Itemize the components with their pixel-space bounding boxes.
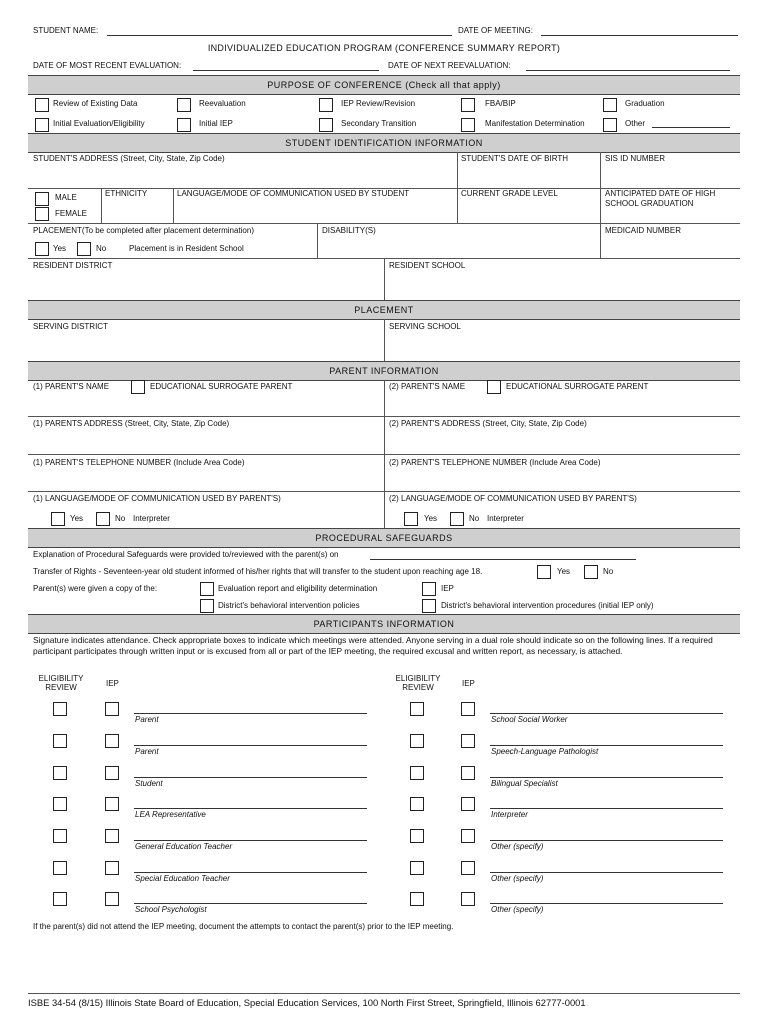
checkbox-eligibility[interactable] <box>410 797 424 811</box>
sis-label: SIS ID NUMBER <box>605 154 666 163</box>
iep-copy-label: IEP <box>441 584 454 593</box>
signature-line[interactable] <box>490 872 723 873</box>
iep-header: IEP <box>106 679 119 688</box>
checkbox-p2-interp-no[interactable] <box>450 512 464 526</box>
placement-label: PLACEMENT(To be completed after placement determination) <box>33 226 254 235</box>
p1-name-label: (1) PARENT'S NAME <box>33 382 110 391</box>
signature-line[interactable] <box>134 713 367 714</box>
form-title: INDIVIDUALIZED EDUCATION PROGRAM (CONFERENCE SUMMARY REPORT) <box>207 43 561 53</box>
signature-line[interactable] <box>490 777 723 778</box>
checkbox-eligibility[interactable] <box>53 892 67 906</box>
signature-line[interactable] <box>134 777 367 778</box>
no-label: No <box>603 567 614 576</box>
copy-text: Parent(s) were given a copy of the: <box>33 584 158 593</box>
date-of-meeting-line[interactable] <box>541 35 738 36</box>
divider <box>600 152 601 188</box>
role-label: Speech-Language Pathologist <box>491 747 599 756</box>
footer-text: ISBE 34-54 (8/15) Illinois State Board of Education, Special Education Services, 100 North First Street, Springfield, Illinois 62777-0001 <box>28 997 586 1008</box>
checkbox-secondary-transition[interactable] <box>319 118 333 132</box>
interpreter-label: Interpreter <box>133 514 170 523</box>
purpose-bar: PURPOSE OF CONFERENCE (Check all that apply) <box>28 75 740 95</box>
signature-line[interactable] <box>490 903 723 904</box>
checkbox-iep[interactable] <box>105 892 119 906</box>
checkbox-eligibility[interactable] <box>53 766 67 780</box>
purpose-label: Reevaluation <box>199 99 246 108</box>
eval-report-label: Evaluation report and eligibility determination <box>218 584 378 593</box>
eligibility-review-header: ELIGIBILITY REVIEW <box>38 674 84 692</box>
divider <box>317 223 318 258</box>
resident-school-note: Placement is in Resident School <box>129 244 244 253</box>
checkbox-eligibility[interactable] <box>410 766 424 780</box>
dob-label: STUDENT'S DATE OF BIRTH <box>461 154 569 163</box>
signature-line[interactable] <box>490 808 723 809</box>
divider <box>600 188 601 223</box>
signature-line[interactable] <box>490 713 723 714</box>
divider <box>28 223 740 224</box>
role-label: Student <box>135 779 163 788</box>
checkbox-eligibility[interactable] <box>410 734 424 748</box>
grade-label: CURRENT GRADE LEVEL <box>461 189 558 198</box>
interpreter-label: Interpreter <box>487 514 524 523</box>
divider <box>600 223 601 258</box>
checkbox-iep[interactable] <box>105 734 119 748</box>
checkbox-eligibility[interactable] <box>410 892 424 906</box>
serving-district-label: SERVING DISTRICT <box>33 322 108 331</box>
checkbox-iep[interactable] <box>461 797 475 811</box>
role-label: Special Education Teacher <box>135 874 230 883</box>
next-reeval-line[interactable] <box>526 70 730 71</box>
purpose-label: Other <box>625 119 646 128</box>
divider <box>28 491 740 492</box>
parent-contact-note: If the parent(s) did not attend the IEP meeting, document the attempts to contact the parent(s) prior to the IEP meeting. <box>33 922 454 931</box>
divider <box>28 416 740 417</box>
participants-intro: Signature indicates attendance. Check appropriate boxes to indicate which meetings were attended. Anyone serving in a dual role should indicate so on the following lines. If a required participant participates through written input or is excused from all or part of the IEP meeting, the required excusal and written report, as necessary, is attached. <box>33 635 713 656</box>
checkbox-iep[interactable] <box>461 702 475 716</box>
no-label: No <box>469 514 480 523</box>
grad-date-label: ANTICIPATED DATE OF HIGH SCHOOL GRADUATION <box>605 189 716 208</box>
role-label: Parent <box>135 715 159 724</box>
checkbox-fba-bip[interactable] <box>461 98 475 112</box>
divider <box>28 454 740 455</box>
student-address-label: STUDENT'S ADDRESS (Street, City, State, Zip Code) <box>33 154 225 163</box>
role-label: School Psychologist <box>135 905 207 914</box>
checkbox-p1-interp-no[interactable] <box>96 512 110 526</box>
checkbox-placement-no[interactable] <box>77 242 91 256</box>
role-label: School Social Worker <box>491 715 568 724</box>
checkbox-transfer-yes[interactable] <box>537 565 551 579</box>
surrogate-label: EDUCATIONAL SURROGATE PARENT <box>506 382 649 391</box>
purpose-label: Secondary Transition <box>341 119 417 128</box>
checkbox-eligibility[interactable] <box>410 861 424 875</box>
p2-phone-label: (2) PARENT'S TELEPHONE NUMBER (Include Area Code) <box>389 458 601 467</box>
student-info-bar: STUDENT IDENTIFICATION INFORMATION <box>28 133 740 153</box>
signature-line[interactable] <box>490 840 723 841</box>
checkbox-p1-surrogate[interactable] <box>131 380 145 394</box>
student-name-line[interactable] <box>107 35 452 36</box>
signature-line[interactable] <box>490 745 723 746</box>
checkbox-eligibility[interactable] <box>53 861 67 875</box>
recent-eval-label: DATE OF MOST RECENT EVALUATION: <box>33 61 182 70</box>
p1-address-label: (1) PARENTS ADDRESS (Street, City, State, Zip Code) <box>33 419 230 428</box>
female-label: FEMALE <box>55 209 88 218</box>
iep-header: IEP <box>462 679 475 688</box>
purpose-label: Graduation <box>625 99 665 108</box>
checkbox-iep[interactable] <box>461 829 475 843</box>
divider <box>384 319 385 361</box>
role-label: Other (specify) <box>491 874 544 883</box>
role-label: Interpreter <box>491 810 528 819</box>
checkbox-initial-eval[interactable] <box>35 118 49 132</box>
footer-rule <box>28 993 740 994</box>
checkbox-initial-iep[interactable] <box>177 118 191 132</box>
checkbox-p2-surrogate[interactable] <box>487 380 501 394</box>
placement-bar: PLACEMENT <box>28 300 740 320</box>
safeguards-bar: PROCEDURAL SAFEGUARDS <box>28 528 740 548</box>
checkbox-female[interactable] <box>35 207 49 221</box>
serving-school-label: SERVING SCHOOL <box>389 322 461 331</box>
checkbox-male[interactable] <box>35 192 49 206</box>
participants-bar: PARTICIPANTS INFORMATION <box>28 614 740 634</box>
checkbox-eval-report[interactable] <box>200 582 214 596</box>
surrogate-label: EDUCATIONAL SURROGATE PARENT <box>150 382 293 391</box>
p2-name-label: (2) PARENT'S NAME <box>389 382 466 391</box>
checkbox-placement-yes[interactable] <box>35 242 49 256</box>
explanation-date-line[interactable] <box>370 559 636 560</box>
signature-line[interactable] <box>134 840 367 841</box>
checkbox-eligibility[interactable] <box>410 829 424 843</box>
checkbox-reevaluation[interactable] <box>177 98 191 112</box>
role-label: Other (specify) <box>491 842 544 851</box>
checkbox-iep[interactable] <box>105 797 119 811</box>
signature-line[interactable] <box>134 903 367 904</box>
divider <box>101 188 102 223</box>
yes-label: Yes <box>70 514 84 523</box>
checkbox-district-policies[interactable] <box>200 599 214 613</box>
p1-language-label: (1) LANGUAGE/MODE OF COMMUNICATION USED BY PARENT'S) <box>33 494 281 503</box>
checkbox-iep[interactable] <box>461 734 475 748</box>
yes-label: Yes <box>53 244 67 253</box>
district-procedures-label: District's behavioral intervention procedures (initial IEP only) <box>441 601 654 610</box>
divider <box>457 152 458 188</box>
purpose-label: Initial IEP <box>199 119 233 128</box>
signature-line[interactable] <box>134 872 367 873</box>
checkbox-district-procedures[interactable] <box>422 599 436 613</box>
district-policies-label: District's behavioral intervention policies <box>218 601 360 610</box>
transfer-text: Transfer of Rights - Seventeen-year old student informed of his/her rights that will transfer to the student upon reaching age 18. <box>33 567 483 576</box>
checkbox-iep[interactable] <box>461 861 475 875</box>
signature-line[interactable] <box>134 808 367 809</box>
no-label: No <box>115 514 126 523</box>
divider <box>384 380 385 536</box>
parent-bar: PARENT INFORMATION <box>28 361 740 381</box>
yes-label: Yes <box>557 567 571 576</box>
p1-phone-label: (1) PARENT'S TELEPHONE NUMBER (Include Area Code) <box>33 458 245 467</box>
checkbox-other[interactable] <box>603 118 617 132</box>
checkbox-iep[interactable] <box>461 766 475 780</box>
checkbox-iep[interactable] <box>105 829 119 843</box>
p2-language-label: (2) LANGUAGE/MODE OF COMMUNICATION USED BY PARENT'S) <box>389 494 637 503</box>
medicaid-label: MEDICAID NUMBER <box>605 226 682 235</box>
recent-eval-line[interactable] <box>193 70 379 71</box>
student-name-label: STUDENT NAME: <box>33 26 99 35</box>
purpose-label: Initial Evaluation/Eligibility <box>53 119 145 128</box>
resident-district-label: RESIDENT DISTRICT <box>33 261 113 270</box>
disability-label: DISABILITY(S) <box>322 226 376 235</box>
checkbox-iep-review[interactable] <box>319 98 333 112</box>
checkbox-iep[interactable] <box>105 702 119 716</box>
checkbox-manifestation[interactable] <box>461 118 475 132</box>
eligibility-review-header: ELIGIBILITY REVIEW <box>395 674 441 692</box>
purpose-label: Manifestation Determination <box>485 119 585 128</box>
next-reeval-label: DATE OF NEXT REEVALUATION: <box>388 61 511 70</box>
checkbox-review-existing-data[interactable] <box>35 98 49 112</box>
checkbox-iep[interactable] <box>105 861 119 875</box>
other-line[interactable] <box>652 127 730 128</box>
divider <box>173 188 174 223</box>
role-label: Bilingual Specialist <box>491 779 558 788</box>
checkbox-eligibility[interactable] <box>53 829 67 843</box>
checkbox-p1-interp-yes[interactable] <box>51 512 65 526</box>
male-label: MALE <box>55 193 77 202</box>
checkbox-iep[interactable] <box>461 892 475 906</box>
checkbox-eligibility[interactable] <box>53 702 67 716</box>
checkbox-eligibility[interactable] <box>53 797 67 811</box>
divider <box>457 188 458 223</box>
explanation-text: Explanation of Procedural Safeguards were provided to/reviewed with the parent(s) on <box>33 550 339 559</box>
resident-school-label: RESIDENT SCHOOL <box>389 261 466 270</box>
checkbox-iep[interactable] <box>105 766 119 780</box>
p2-address-label: (2) PARENT'S ADDRESS (Street, City, State, Zip Code) <box>389 419 587 428</box>
checkbox-eligibility[interactable] <box>410 702 424 716</box>
signature-line[interactable] <box>134 745 367 746</box>
role-label: LEA Representative <box>135 810 206 819</box>
checkbox-graduation[interactable] <box>603 98 617 112</box>
yes-label: Yes <box>424 514 438 523</box>
checkbox-iep-copy[interactable] <box>422 582 436 596</box>
date-of-meeting-label: DATE OF MEETING: <box>458 26 533 35</box>
role-label: Other (specify) <box>491 905 544 914</box>
purpose-label: FBA/BIP <box>485 99 516 108</box>
role-label: Parent <box>135 747 159 756</box>
purpose-label: IEP Review/Revision <box>341 99 416 108</box>
no-label: No <box>96 244 107 253</box>
checkbox-transfer-no[interactable] <box>584 565 598 579</box>
divider <box>384 258 385 300</box>
ethnicity-label: ETHNICITY <box>105 189 148 198</box>
purpose-label: Review of Existing Data <box>53 99 138 108</box>
student-language-label: LANGUAGE/MODE OF COMMUNICATION USED BY STUDENT <box>177 189 410 198</box>
role-label: General Education Teacher <box>135 842 233 851</box>
checkbox-p2-interp-yes[interactable] <box>404 512 418 526</box>
checkbox-eligibility[interactable] <box>53 734 67 748</box>
